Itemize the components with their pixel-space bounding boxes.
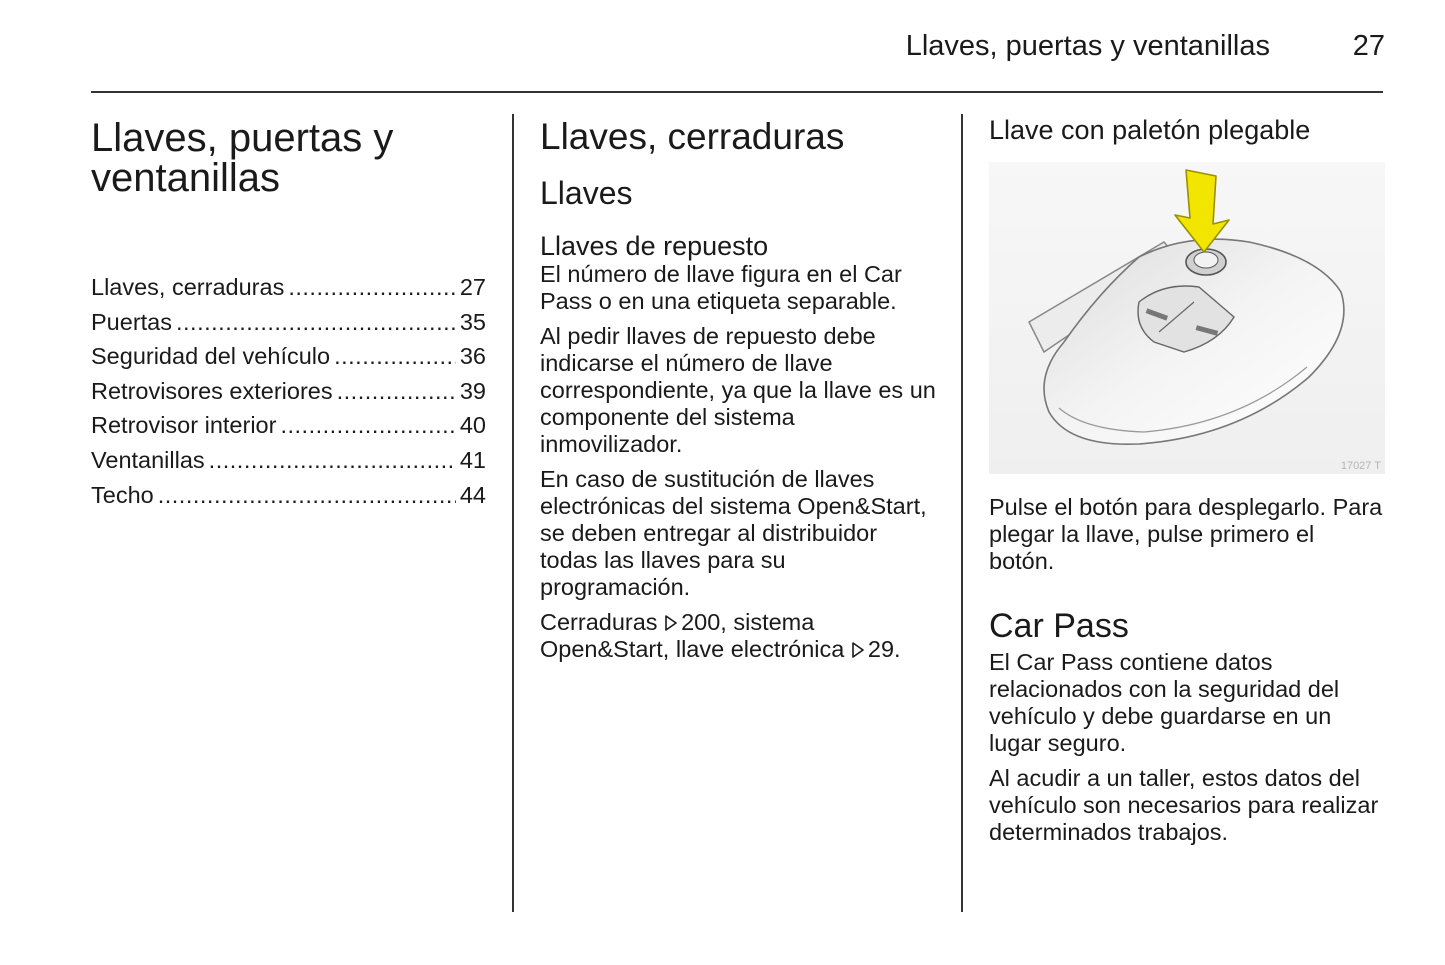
paragraph: Al pedir llaves de repuesto debe indicarse el número de llave correspondiente, ya que la llave es un componente del sistema inmovilizador. bbox=[540, 323, 936, 457]
page-number: 27 bbox=[1352, 30, 1385, 62]
header-rule bbox=[91, 91, 1383, 93]
toc-entry-page: 35 bbox=[459, 308, 486, 335]
cross-reference-arrow-icon bbox=[851, 642, 865, 658]
toc-entry[interactable] bbox=[91, 374, 486, 409]
folding-key-title: Llave con paletón plegable bbox=[989, 115, 1311, 145]
toc-entry-label: Retrovisores exteriores bbox=[91, 377, 333, 404]
folding-key-column bbox=[989, 114, 1385, 854]
toc-entry-label: Ventanillas bbox=[91, 446, 205, 473]
toc-entry[interactable] bbox=[91, 305, 486, 340]
key-fob-drawing bbox=[989, 162, 1385, 474]
toc-entry-page: 39 bbox=[459, 377, 486, 404]
xref-link[interactable]: 200, sistema Open&Start, llave electrónica bbox=[540, 609, 845, 662]
chapter-title-line1: Llaves, puertas y bbox=[91, 116, 394, 160]
xref-text: Cerraduras bbox=[540, 609, 658, 635]
toc-entry[interactable] bbox=[91, 339, 486, 374]
keys-column bbox=[540, 114, 938, 671]
cross-reference-arrow-icon bbox=[664, 615, 678, 631]
toc-entry-page: 27 bbox=[459, 274, 486, 300]
toc-entry-label: Retrovisor interior bbox=[91, 412, 277, 439]
toc-entry-label: Seguridad del vehículo bbox=[91, 343, 331, 370]
figure-code: 17027 T bbox=[1340, 460, 1381, 472]
toc-entry-page: 36 bbox=[459, 343, 486, 370]
chapter-title-line2: ventanillas bbox=[91, 156, 281, 200]
toc-entry[interactable] bbox=[91, 478, 486, 513]
toc-entry[interactable] bbox=[91, 408, 486, 443]
toc-entry-page: 44 bbox=[459, 481, 486, 508]
column-divider-1 bbox=[512, 114, 514, 912]
paragraph: El Car Pass contiene datos relacionados con la seguridad del vehículo y debe guardarse en un lugar seguro. bbox=[989, 649, 1340, 756]
toc-leader-dots bbox=[288, 270, 456, 305]
toc-entry-page: 41 bbox=[459, 446, 486, 473]
paragraph: Al acudir a un taller, estos datos del vehículo son necesarios para realizar determinados trabajos. bbox=[989, 765, 1379, 845]
paragraph: El número de llave figura en el Car Pass o en una etiqueta separable. bbox=[540, 261, 902, 314]
section-title: Llaves, cerraduras bbox=[540, 116, 845, 157]
spare-keys-heading: Llaves de repuesto bbox=[540, 231, 769, 261]
paragraph: Pulse el botón para desplegarlo. Para plegar la llave, pulse primero el botón. bbox=[989, 494, 1383, 574]
toc-entry-label: Llaves, cerraduras bbox=[91, 274, 285, 300]
toc-leader-dots bbox=[280, 408, 455, 443]
toc-leader-dots bbox=[209, 443, 456, 478]
paragraph: En caso de sustitución de llaves electrónicas del sistema Open&Start, se deben entregar al distribuidor todas las llaves para su programación. bbox=[540, 466, 927, 600]
toc-leader-dots bbox=[334, 339, 456, 374]
folding-key-illustration bbox=[989, 162, 1385, 474]
toc-entry[interactable] bbox=[91, 443, 486, 478]
chapter-column bbox=[91, 114, 486, 512]
chapter-title bbox=[91, 118, 486, 198]
toc-entry-label: Puertas bbox=[91, 308, 172, 335]
subsection-title: Llaves bbox=[540, 175, 633, 211]
toc-entry[interactable] bbox=[91, 270, 486, 305]
xref-link[interactable]: 29. bbox=[867, 636, 901, 662]
column-divider-2 bbox=[961, 114, 963, 912]
cross-reference-paragraph bbox=[540, 609, 938, 663]
car-pass-title: Car Pass bbox=[989, 607, 1129, 645]
toc-entry-page: 40 bbox=[459, 412, 486, 439]
running-header-title: Llaves, puertas y ventanillas bbox=[905, 30, 1270, 62]
toc-leader-dots bbox=[337, 374, 456, 409]
toc-leader-dots bbox=[158, 478, 456, 513]
table-of-contents bbox=[91, 270, 486, 512]
toc-entry-label: Techo bbox=[91, 481, 154, 508]
toc-leader-dots bbox=[176, 305, 456, 340]
